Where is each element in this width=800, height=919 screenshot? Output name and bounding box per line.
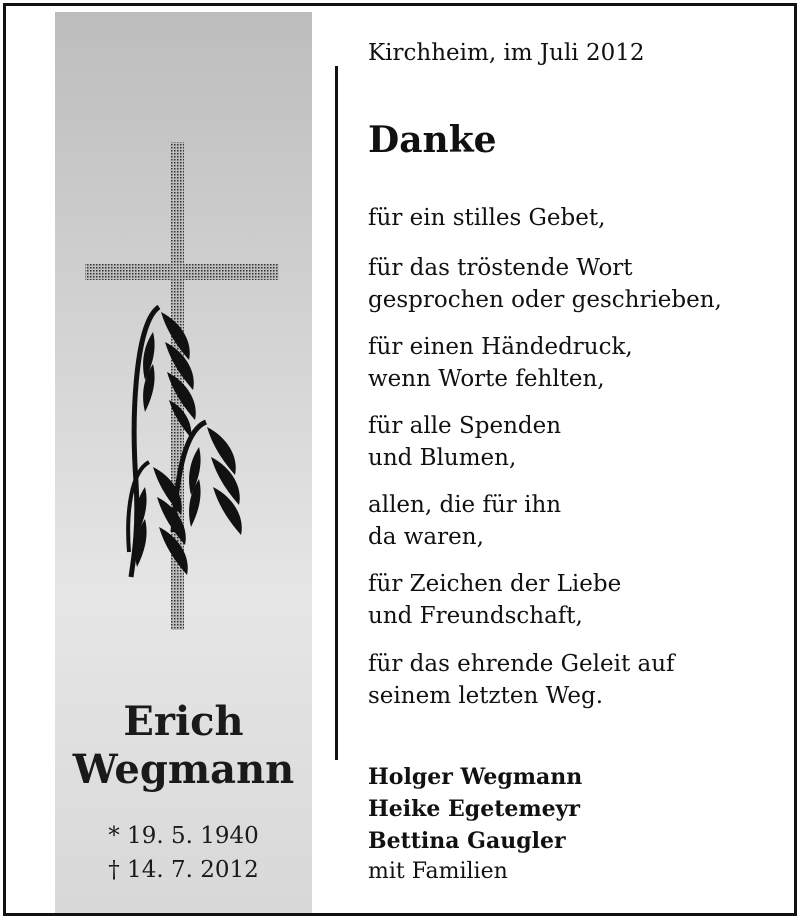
thanks-line: und Blumen, (368, 445, 517, 471)
thanks-line: für einen Händedruck, (368, 334, 633, 360)
signature-name: Bettina Gaugler (368, 828, 566, 854)
divider-line (335, 66, 338, 760)
thanks-line: wenn Worte fehlten, (368, 366, 605, 392)
obituary-frame (3, 3, 797, 916)
thanks-line: seinem letzten Weg. (368, 683, 604, 709)
thanks-line: allen, die für ihn (368, 492, 562, 518)
thanks-line: da waren, (368, 524, 484, 550)
thanks-line: für ein stilles Gebet, (368, 205, 606, 231)
thanks-line: und Freundschaft, (368, 603, 583, 629)
death-date: † 14. 7. 2012 (108, 857, 259, 883)
signature-name: Heike Egetemeyr (368, 796, 580, 822)
cross-with-wheat-icon (81, 132, 281, 632)
thanks-line: für Zeichen der Liebe (368, 571, 622, 597)
thanks-line: für alle Spenden (368, 413, 562, 439)
thanks-line: für das tröstende Wort (368, 255, 633, 281)
sidebar-panel (55, 12, 312, 913)
signature-closing: mit Familien (368, 859, 508, 884)
place-date: Kirchheim, im Juli 2012 (368, 40, 645, 66)
deceased-last-name: Wegmann (72, 746, 295, 793)
thanks-line: für das ehrende Geleit auf (368, 651, 675, 677)
birth-date: * 19. 5. 1940 (108, 823, 259, 849)
signature-name: Holger Wegmann (368, 764, 583, 790)
thanks-line: gesprochen oder geschrieben, (368, 287, 722, 313)
deceased-first-name: Erich (123, 698, 244, 745)
page-title: Danke (368, 119, 497, 161)
